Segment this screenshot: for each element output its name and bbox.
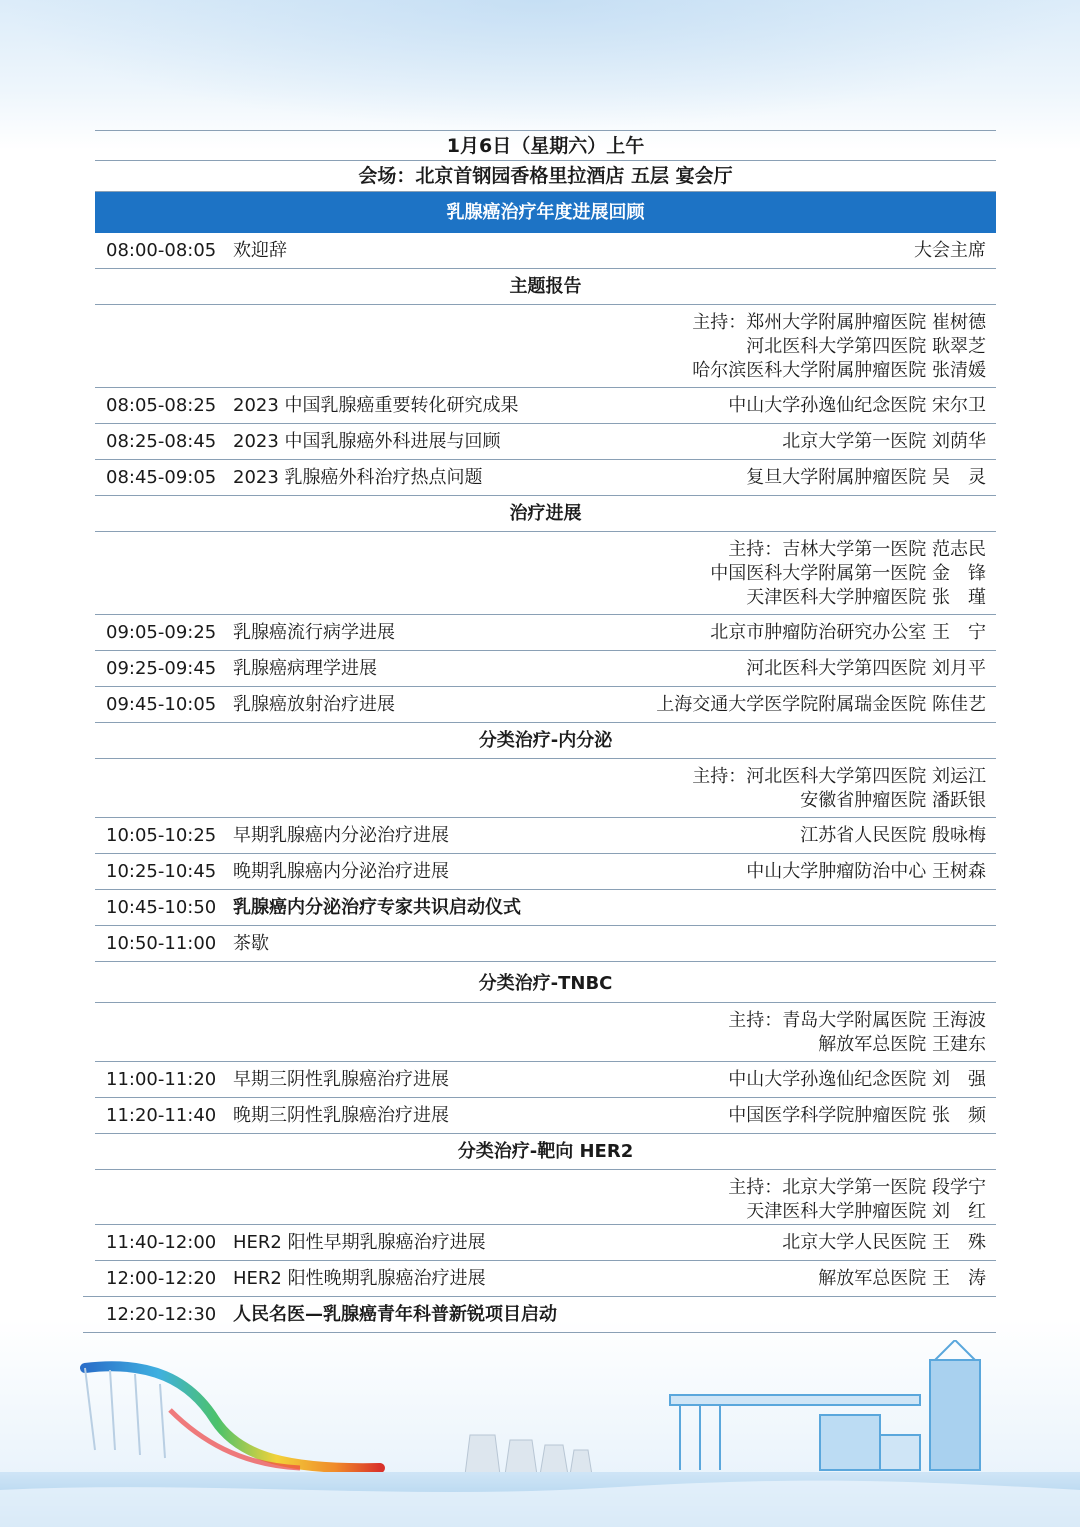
session-speaker: 中山大学孙逸仙纪念医院 宋尔卫 [728, 395, 986, 416]
session-time: 09:05-09:25 [106, 622, 217, 643]
section-title: 主题报告 [95, 269, 996, 305]
session-speaker: 江苏省人民医院 殷咏梅 [800, 825, 986, 846]
session-topic: 早期三阴性乳腺癌治疗进展 [233, 1069, 449, 1090]
session-row [95, 818, 996, 854]
session-time: 10:25-10:45 [106, 861, 217, 882]
section-chairs [95, 305, 996, 388]
section-chairs [95, 1170, 996, 1225]
steel-plant-icon [670, 1340, 980, 1470]
session-speaker: 复旦大学附属肿瘤医院 吴 灵 [746, 467, 986, 488]
session-topic: 2023 中国乳腺癌重要转化研究成果 [233, 395, 519, 416]
session-topic: 晚期乳腺癌内分泌治疗进展 [233, 861, 449, 882]
session-row [95, 854, 996, 890]
session-time: 12:20-12:30 [106, 1304, 217, 1325]
session-row [95, 1225, 996, 1261]
session-topic: 乳腺癌病理学进展 [233, 658, 377, 679]
session-topic: 2023 中国乳腺癌外科进展与回顾 [233, 431, 501, 452]
session-time: 11:20-11:40 [106, 1105, 217, 1126]
session-topic: 2023 乳腺癌外科治疗热点问题 [233, 467, 483, 488]
session-time: 09:45-10:05 [106, 694, 217, 715]
session-topic: 晚期三阴性乳腺癌治疗进展 [233, 1105, 449, 1126]
session-speaker: 中山大学肿瘤防治中心 王树森 [746, 861, 986, 882]
section-title: 治疗进展 [95, 496, 996, 532]
session-speaker: 大会主席 [914, 240, 986, 261]
session-row [83, 1297, 996, 1333]
program-banner: 乳腺癌治疗年度进展回顾 [95, 192, 996, 233]
cooling-towers-icon [465, 1435, 592, 1475]
city-skyline-illustration [0, 1340, 1080, 1527]
session-row [95, 460, 996, 496]
session-row [83, 1261, 996, 1297]
session-row [95, 687, 996, 723]
chair-line: 安徽省肿瘤医院 潘跃银 [800, 790, 986, 811]
section-title: 分类治疗-内分泌 [95, 723, 996, 759]
session-topic: 乳腺癌内分泌治疗专家共识启动仪式 [233, 897, 521, 918]
session-speaker: 中国医学科学院肿瘤医院 张 频 [728, 1105, 986, 1126]
session-time: 09:25-09:45 [106, 658, 217, 679]
chair-line: 天津医科大学肿瘤医院 张 瑾 [746, 587, 986, 608]
session-topic: 乳腺癌流行病学进展 [233, 622, 395, 643]
session-time: 10:05-10:25 [106, 825, 217, 846]
session-speaker: 解放军总医院 王 涛 [818, 1268, 986, 1289]
session-row [95, 388, 996, 424]
session-time: 08:05-08:25 [106, 395, 217, 416]
session-speaker: 北京大学人民医院 王 殊 [782, 1232, 986, 1253]
section-chairs [95, 759, 996, 818]
session-time: 08:45-09:05 [106, 467, 217, 488]
session-time: 08:25-08:45 [106, 431, 217, 452]
session-time: 11:40-12:00 [106, 1232, 217, 1253]
session-time: 10:45-10:50 [106, 897, 217, 918]
session-row [95, 651, 996, 687]
session-topic: 人民名医—乳腺癌青年科普新锐项目启动 [233, 1304, 557, 1325]
session-topic: 茶歇 [233, 933, 269, 954]
chair-line: 主持：吉林大学第一医院 范志民 [728, 539, 986, 560]
session-speaker: 河北医科大学第四医院 刘月平 [746, 658, 986, 679]
chair-line: 河北医科大学第四医院 耿翠芝 [746, 336, 986, 357]
section-title: 分类治疗-靶向 HER2 [95, 1134, 996, 1170]
chair-line: 主持：北京大学第一医院 段学宁 [728, 1177, 986, 1198]
session-topic: HER2 阳性晚期乳腺癌治疗进展 [233, 1268, 486, 1289]
session-time: 10:50-11:00 [106, 933, 217, 954]
session-speaker: 北京大学第一医院 刘荫华 [782, 431, 986, 452]
session-speaker: 北京市肿瘤防治研究办公室 王 宁 [710, 622, 986, 643]
chair-line: 主持：河北医科大学第四医院 刘运江 [692, 766, 986, 787]
session-topic: HER2 阳性早期乳腺癌治疗进展 [233, 1232, 486, 1253]
session-row [95, 1062, 996, 1098]
session-row [95, 926, 996, 962]
chair-line: 哈尔滨医科大学附属肿瘤医院 张清媛 [692, 360, 986, 381]
session-speaker: 中山大学孙逸仙纪念医院 刘 强 [728, 1069, 986, 1090]
session-row [95, 1098, 996, 1134]
chair-line: 中国医科大学附属第一医院 金 锋 [710, 563, 986, 584]
session-row [95, 615, 996, 651]
session-row [95, 424, 996, 460]
section-title: 分类治疗-TNBC [95, 962, 996, 1003]
date-header: 1月6日（星期六）上午 [95, 130, 996, 161]
chair-line: 主持：郑州大学附属肿瘤医院 崔树德 [692, 312, 986, 333]
venue-header: 会场：北京首钢园香格里拉酒店 五层 宴会厅 [95, 161, 996, 192]
section-chairs [95, 1003, 996, 1062]
chair-line: 主持：青岛大学附属医院 王海波 [728, 1010, 986, 1031]
session-time: 12:00-12:20 [106, 1268, 217, 1289]
schedule-table [95, 130, 996, 1333]
session-time: 11:00-11:20 [106, 1069, 217, 1090]
session-time: 08:00-08:05 [106, 240, 217, 261]
ski-jump-icon [85, 1366, 380, 1468]
session-row [95, 890, 996, 926]
session-speaker: 上海交通大学医学院附属瑞金医院 陈佳艺 [656, 694, 986, 715]
chair-line: 天津医科大学肿瘤医院 刘 红 [746, 1201, 986, 1222]
session-topic: 乳腺癌放射治疗进展 [233, 694, 395, 715]
sky-background [0, 0, 1080, 130]
chair-line: 解放军总医院 王建东 [818, 1034, 986, 1055]
session-topic: 早期乳腺癌内分泌治疗进展 [233, 825, 449, 846]
session-topic: 欢迎辞 [233, 240, 287, 261]
session-row [95, 233, 996, 269]
section-chairs [95, 532, 996, 615]
